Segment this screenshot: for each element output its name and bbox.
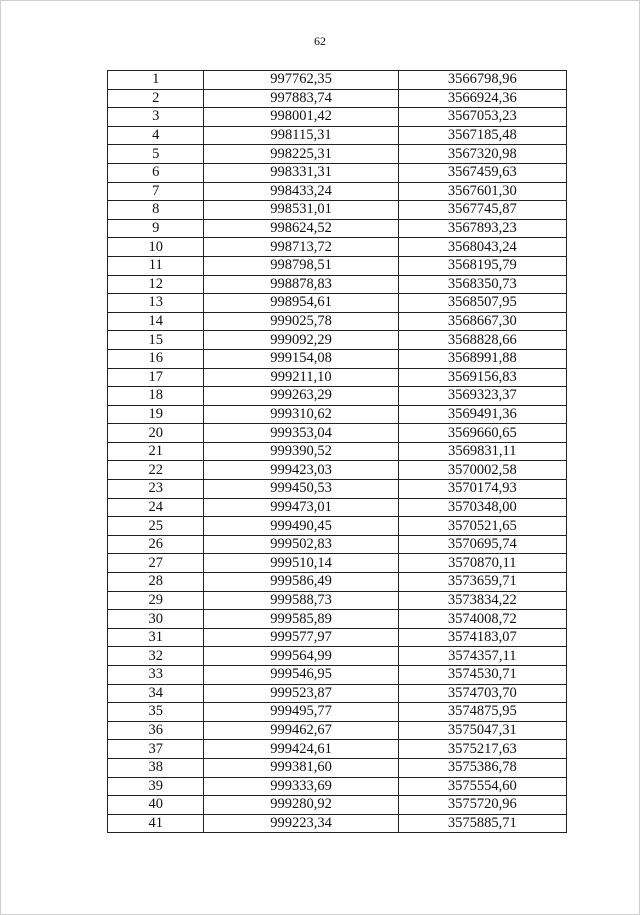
- table-row: [108, 461, 567, 480]
- table-row: [108, 628, 567, 647]
- coordinate-x-cell: 999223,34: [204, 814, 398, 833]
- coordinate-y-cell: 3568667,30: [398, 312, 566, 331]
- table-row: [108, 182, 567, 201]
- coordinate-y-cell: 3568828,66: [398, 331, 566, 350]
- coordinate-x-cell: 999502,83: [204, 535, 398, 554]
- table-row: [108, 758, 567, 777]
- coordinate-y-cell: 3569660,65: [398, 424, 566, 443]
- table-row: [108, 256, 567, 275]
- table-row: [108, 796, 567, 815]
- coordinate-y-cell: 3575217,63: [398, 740, 566, 759]
- table-row: [108, 814, 567, 833]
- coordinate-x-cell: 999154,08: [204, 349, 398, 368]
- coordinate-y-cell: 3570695,74: [398, 535, 566, 554]
- table-row: [108, 331, 567, 350]
- coordinate-x-cell: 999280,92: [204, 796, 398, 815]
- point-number-cell: 3: [108, 108, 204, 127]
- point-number-cell: 24: [108, 498, 204, 517]
- coordinate-y-cell: 3568043,24: [398, 238, 566, 257]
- coordinate-y-cell: 3568195,79: [398, 256, 566, 275]
- point-number-cell: 34: [108, 684, 204, 703]
- coordinate-y-cell: 3569323,37: [398, 387, 566, 406]
- coordinate-x-cell: 999495,77: [204, 703, 398, 722]
- table-row: [108, 610, 567, 629]
- coordinate-x-cell: 999310,62: [204, 405, 398, 424]
- coordinate-y-cell: 3567893,23: [398, 219, 566, 238]
- table-row: [108, 517, 567, 536]
- table-row: [108, 312, 567, 331]
- coordinate-y-cell: 3570174,93: [398, 480, 566, 499]
- table-row: [108, 442, 567, 461]
- coordinate-x-cell: 998115,31: [204, 126, 398, 145]
- point-number-cell: 40: [108, 796, 204, 815]
- coordinate-x-cell: 999523,87: [204, 684, 398, 703]
- coordinate-x-cell: 999564,99: [204, 647, 398, 666]
- point-number-cell: 12: [108, 275, 204, 294]
- table-row: [108, 777, 567, 796]
- point-number-cell: 41: [108, 814, 204, 833]
- coordinate-y-cell: 3574183,07: [398, 628, 566, 647]
- coordinate-y-cell: 3566924,36: [398, 89, 566, 108]
- point-number-cell: 5: [108, 145, 204, 164]
- table-row: [108, 219, 567, 238]
- point-number-cell: 28: [108, 573, 204, 592]
- point-number-cell: 31: [108, 628, 204, 647]
- table-row: [108, 480, 567, 499]
- point-number-cell: 23: [108, 480, 204, 499]
- coordinate-y-cell: 3573659,71: [398, 573, 566, 592]
- table-row: [108, 703, 567, 722]
- coordinate-x-cell: 997883,74: [204, 89, 398, 108]
- coordinate-y-cell: 3568991,88: [398, 349, 566, 368]
- point-number-cell: 11: [108, 256, 204, 275]
- point-number-cell: 16: [108, 349, 204, 368]
- coordinate-x-cell: 999510,14: [204, 554, 398, 573]
- table-row: [108, 89, 567, 108]
- coordinate-x-cell: 999588,73: [204, 591, 398, 610]
- coordinate-y-cell: 3567745,87: [398, 201, 566, 220]
- point-number-cell: 13: [108, 294, 204, 313]
- coordinate-x-cell: 999092,29: [204, 331, 398, 350]
- point-number-cell: 33: [108, 666, 204, 685]
- point-number-cell: 35: [108, 703, 204, 722]
- table-row: [108, 591, 567, 610]
- table-row: [108, 71, 567, 90]
- coordinate-x-cell: 998531,01: [204, 201, 398, 220]
- coordinate-x-cell: 999423,03: [204, 461, 398, 480]
- coordinate-y-cell: 3567185,48: [398, 126, 566, 145]
- table-row: [108, 405, 567, 424]
- coordinate-y-cell: 3570521,65: [398, 517, 566, 536]
- coordinate-y-cell: 3575047,31: [398, 721, 566, 740]
- coordinate-x-cell: 999424,61: [204, 740, 398, 759]
- coordinate-x-cell: 999263,29: [204, 387, 398, 406]
- table-row: [108, 368, 567, 387]
- coordinate-x-cell: 999390,52: [204, 442, 398, 461]
- point-number-cell: 25: [108, 517, 204, 536]
- table-row: [108, 647, 567, 666]
- coordinate-y-cell: 3567320,98: [398, 145, 566, 164]
- point-number-cell: 18: [108, 387, 204, 406]
- coordinates-table: [107, 70, 567, 833]
- table-row: [108, 126, 567, 145]
- coordinate-x-cell: 999473,01: [204, 498, 398, 517]
- coordinate-x-cell: 997762,35: [204, 71, 398, 90]
- coordinate-y-cell: 3574008,72: [398, 610, 566, 629]
- coordinate-x-cell: 998624,52: [204, 219, 398, 238]
- table-row: [108, 145, 567, 164]
- coordinate-x-cell: 999546,95: [204, 666, 398, 685]
- coordinate-y-cell: 3574703,70: [398, 684, 566, 703]
- point-number-cell: 21: [108, 442, 204, 461]
- coordinate-y-cell: 3567601,30: [398, 182, 566, 201]
- coordinate-y-cell: 3574530,71: [398, 666, 566, 685]
- table-row: [108, 554, 567, 573]
- point-number-cell: 29: [108, 591, 204, 610]
- table-row: [108, 424, 567, 443]
- coordinate-x-cell: 999353,04: [204, 424, 398, 443]
- point-number-cell: 1: [108, 71, 204, 90]
- table-row: [108, 238, 567, 257]
- table-row: [108, 108, 567, 127]
- table-row: [108, 721, 567, 740]
- table-row: [108, 535, 567, 554]
- point-number-cell: 20: [108, 424, 204, 443]
- table-row: [108, 740, 567, 759]
- coordinate-x-cell: 998713,72: [204, 238, 398, 257]
- point-number-cell: 36: [108, 721, 204, 740]
- point-number-cell: 6: [108, 163, 204, 182]
- coordinate-x-cell: 999586,49: [204, 573, 398, 592]
- point-number-cell: 4: [108, 126, 204, 145]
- point-number-cell: 30: [108, 610, 204, 629]
- coordinates-table-body: [108, 71, 567, 833]
- coordinate-y-cell: 3574875,95: [398, 703, 566, 722]
- coordinate-y-cell: 3570002,58: [398, 461, 566, 480]
- coordinate-x-cell: 999490,45: [204, 517, 398, 536]
- coordinate-y-cell: 3569831,11: [398, 442, 566, 461]
- point-number-cell: 32: [108, 647, 204, 666]
- coordinate-y-cell: 3570348,00: [398, 498, 566, 517]
- coordinate-x-cell: 998878,83: [204, 275, 398, 294]
- coordinate-y-cell: 3574357,11: [398, 647, 566, 666]
- coordinate-y-cell: 3570870,11: [398, 554, 566, 573]
- coordinate-y-cell: 3575386,78: [398, 758, 566, 777]
- coordinate-x-cell: 999381,60: [204, 758, 398, 777]
- coordinate-x-cell: 998001,42: [204, 108, 398, 127]
- point-number-cell: 10: [108, 238, 204, 257]
- coordinate-x-cell: 999462,67: [204, 721, 398, 740]
- coordinate-x-cell: 998954,61: [204, 294, 398, 313]
- coordinate-y-cell: 3573834,22: [398, 591, 566, 610]
- coordinate-x-cell: 999450,53: [204, 480, 398, 499]
- coordinate-y-cell: 3575554,60: [398, 777, 566, 796]
- table-row: [108, 163, 567, 182]
- point-number-cell: 17: [108, 368, 204, 387]
- coordinate-x-cell: 999585,89: [204, 610, 398, 629]
- point-number-cell: 39: [108, 777, 204, 796]
- coordinate-x-cell: 998225,31: [204, 145, 398, 164]
- coordinate-x-cell: 998798,51: [204, 256, 398, 275]
- table-row: [108, 275, 567, 294]
- point-number-cell: 8: [108, 201, 204, 220]
- coordinate-y-cell: 3575885,71: [398, 814, 566, 833]
- point-number-cell: 7: [108, 182, 204, 201]
- table-row: [108, 349, 567, 368]
- coordinate-x-cell: 999211,10: [204, 368, 398, 387]
- table-row: [108, 201, 567, 220]
- table-row: [108, 666, 567, 685]
- coordinate-x-cell: 998331,31: [204, 163, 398, 182]
- coordinate-x-cell: 999577,97: [204, 628, 398, 647]
- point-number-cell: 38: [108, 758, 204, 777]
- point-number-cell: 27: [108, 554, 204, 573]
- page-number: 62: [314, 34, 326, 48]
- table-row: [108, 684, 567, 703]
- table-row: [108, 294, 567, 313]
- coordinate-y-cell: 3569491,36: [398, 405, 566, 424]
- coordinate-y-cell: 3567459,63: [398, 163, 566, 182]
- coordinate-y-cell: 3575720,96: [398, 796, 566, 815]
- point-number-cell: 37: [108, 740, 204, 759]
- coordinate-y-cell: 3568350,73: [398, 275, 566, 294]
- coordinate-x-cell: 999025,78: [204, 312, 398, 331]
- point-number-cell: 26: [108, 535, 204, 554]
- point-number-cell: 9: [108, 219, 204, 238]
- table-row: [108, 498, 567, 517]
- point-number-cell: 14: [108, 312, 204, 331]
- coordinate-x-cell: 999333,69: [204, 777, 398, 796]
- table-row: [108, 573, 567, 592]
- point-number-cell: 2: [108, 89, 204, 108]
- coordinate-y-cell: 3569156,83: [398, 368, 566, 387]
- coordinate-y-cell: 3568507,95: [398, 294, 566, 313]
- point-number-cell: 15: [108, 331, 204, 350]
- table-row: [108, 387, 567, 406]
- point-number-cell: 22: [108, 461, 204, 480]
- coordinate-y-cell: 3567053,23: [398, 108, 566, 127]
- coordinate-y-cell: 3566798,96: [398, 71, 566, 90]
- point-number-cell: 19: [108, 405, 204, 424]
- coordinate-x-cell: 998433,24: [204, 182, 398, 201]
